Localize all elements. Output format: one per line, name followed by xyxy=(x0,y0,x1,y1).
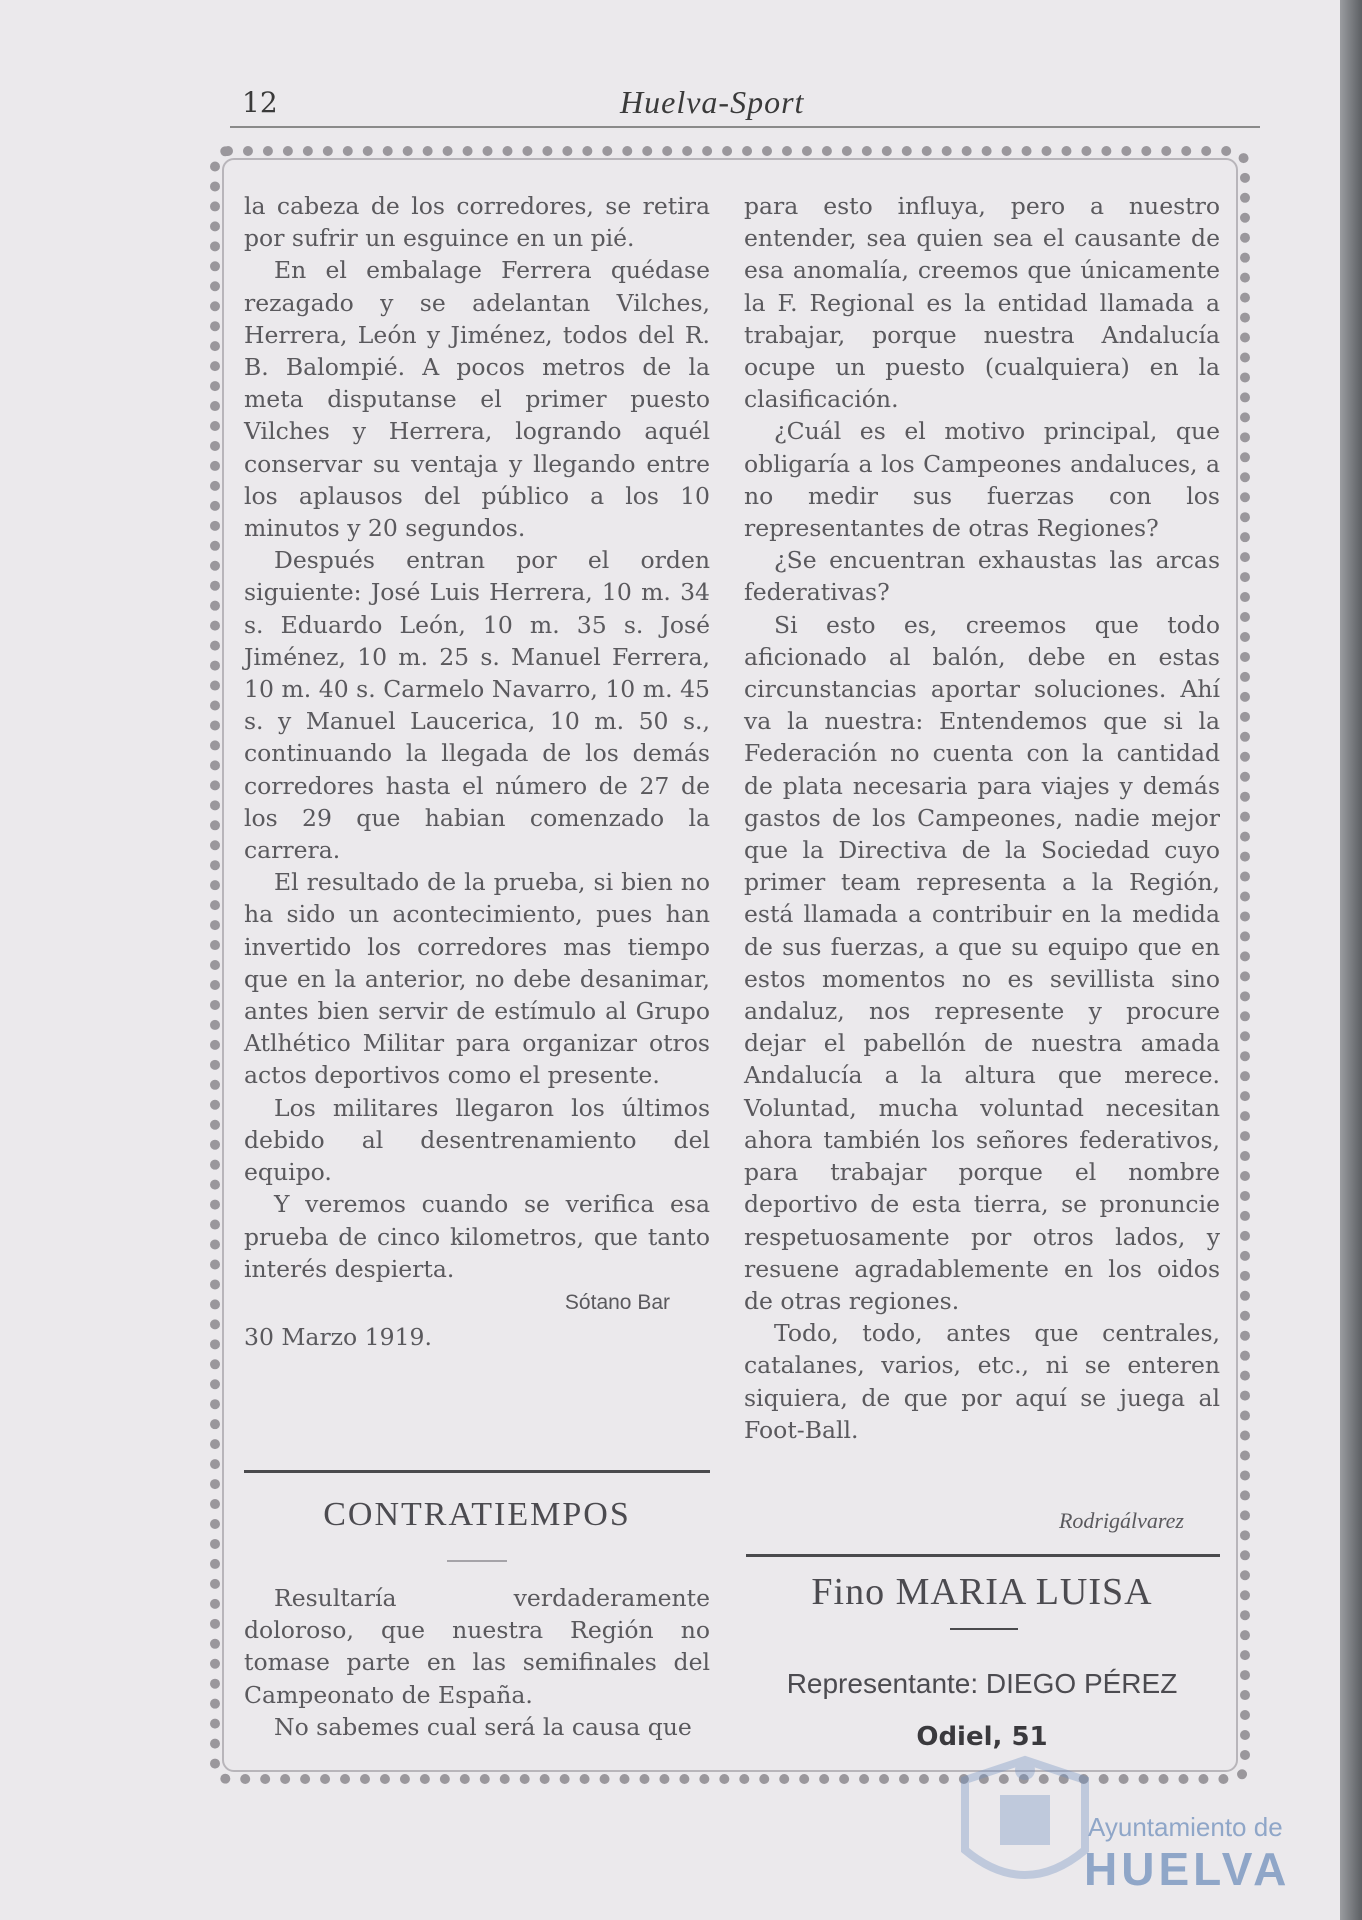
paragraph: En el embalage Ferrera quédase rezagado y se adelantan Vilches, Herrera, León y Jiménez, todos del R. B. Balompié. A pocos metros de la meta disputanse el primer puesto Vilches y Herrera, logrando aquél conservar su ventaja y llegando entre los aplausos del público a los 10 minutos y 20 segundos. xyxy=(244,256,710,543)
paragraph: ¿Se encuentran exhaustas las arcas federativas? xyxy=(744,546,1220,607)
watermark-line-1: Ayuntamiento de xyxy=(1088,1812,1283,1842)
section-divider xyxy=(244,1470,710,1473)
contratiempos-text xyxy=(244,1582,710,1743)
right-column xyxy=(744,190,1220,1446)
paragraph: Resultaría verdaderamente doloroso, que nuestra Región no tomase parte en las semifinales del Campeonato de España. xyxy=(244,1584,710,1709)
left-column xyxy=(244,190,710,1353)
page-number: 12 xyxy=(242,86,278,119)
paragraph: No sabemes cual será la causa que xyxy=(274,1712,692,1741)
ad-title: Fino MARIA LUISA xyxy=(811,1571,1153,1613)
paragraph: ¿Cuál es el motivo principal, que obligaría a los Campeones andaluces, a no medir sus fuerzas con los representantes de otras Regiones? xyxy=(744,417,1220,543)
paragraph: Y veremos cuando se verifica esa prueba de cinco kilometros, que tanto interés despierta. xyxy=(244,1190,710,1283)
ad-divider xyxy=(746,1554,1220,1557)
article-signature: Sótano Bar xyxy=(564,1290,670,1314)
watermark-line-2: HUELVA xyxy=(1084,1843,1291,1895)
paragraph: Después entran por el orden siguiente: José Luis Herrera, 10 m. 34 s. Eduardo León, 10 m. 35 s. José Jiménez, 10 m. 25 s. Manuel Ferrera, 10 m. 40 s. Carmelo Navarro, 10 m. 45 s. y Manuel Laucerica, 10 m. 50 s., continuando la llegada de los demás corredores hasta el número de 27 de los 29 que habian comenzado la carrera. xyxy=(244,546,710,865)
masthead-title: Huelva-Sport xyxy=(620,84,805,120)
section-title: CONTRATIEMPOS xyxy=(323,1496,631,1533)
ad-title-rule xyxy=(950,1628,1018,1630)
ad-representative: Representante: DIEGO PÉREZ xyxy=(786,1668,1178,1699)
page-header xyxy=(230,86,1260,130)
article-signature: Rodrigálvarez xyxy=(1058,1508,1184,1533)
paragraph: para esto influya, pero a nuestro entender, sea quien sea el causante de esa anomalía, creemos que únicamente la F. Regional es la entidad llamada a trabajar, porque nuestra Andalucía ocupe un puesto (cualquiera) en la clasificación. xyxy=(744,192,1220,414)
paragraph: Si esto es, creemos que todo aficionado al balón, debe en estas circunstancias aportar soluciones. Ahí va la nuestra: Entendemos que si la Federación no cuenta con la cantidad de plata necesaria para viajes y demás gastos de los Campeones, nadie mejor que la Directiva de la Sociedad cuyo primer team representa a la Región, está llamada a contribuir en la medida de sus fuerzas, a que su equipo que en estos momentos no es sevillista sino andaluz, nos represente y procure dejar el pabellón de nuestra amada Andalucía a la altura que merece. Voluntad, mucha voluntad necesitan ahora también los señores federativos, para trabajar porque el nombre deportivo de esta tierra, se pronuncie respetuosamente por otros lados, y resuene agradablemente en los oidos de otras regiones. xyxy=(744,610,1220,1315)
header-rule xyxy=(230,126,1260,128)
paragraph: El resultado de la prueba, si bien no ha sido un acontecimiento, pues han invertido los corredores mas tiempo que en la anterior, no debe desanimar, antes bien servir de estímulo al Grupo Atlhético Militar para organizar otros actos deportivos como el presente. xyxy=(244,868,710,1090)
paragraph: Todo, todo, antes que centrales, catalanes, varios, etc., ni se enteren siquiera, de que por aquí se juega al Foot-Ball. xyxy=(744,1319,1220,1444)
page-edge-shadow xyxy=(1340,0,1362,1920)
paragraph: la cabeza de los corredores, se retira por sufrir un esguince en un pié. xyxy=(244,192,710,253)
ad-address: Odiel, 51 xyxy=(916,1722,1048,1752)
title-dash xyxy=(447,1560,507,1562)
paragraph: Los militares llegaron los últimos debido al desentrenamiento del equipo. xyxy=(244,1093,710,1187)
article-date: 30 Marzo 1919. xyxy=(244,1323,432,1352)
